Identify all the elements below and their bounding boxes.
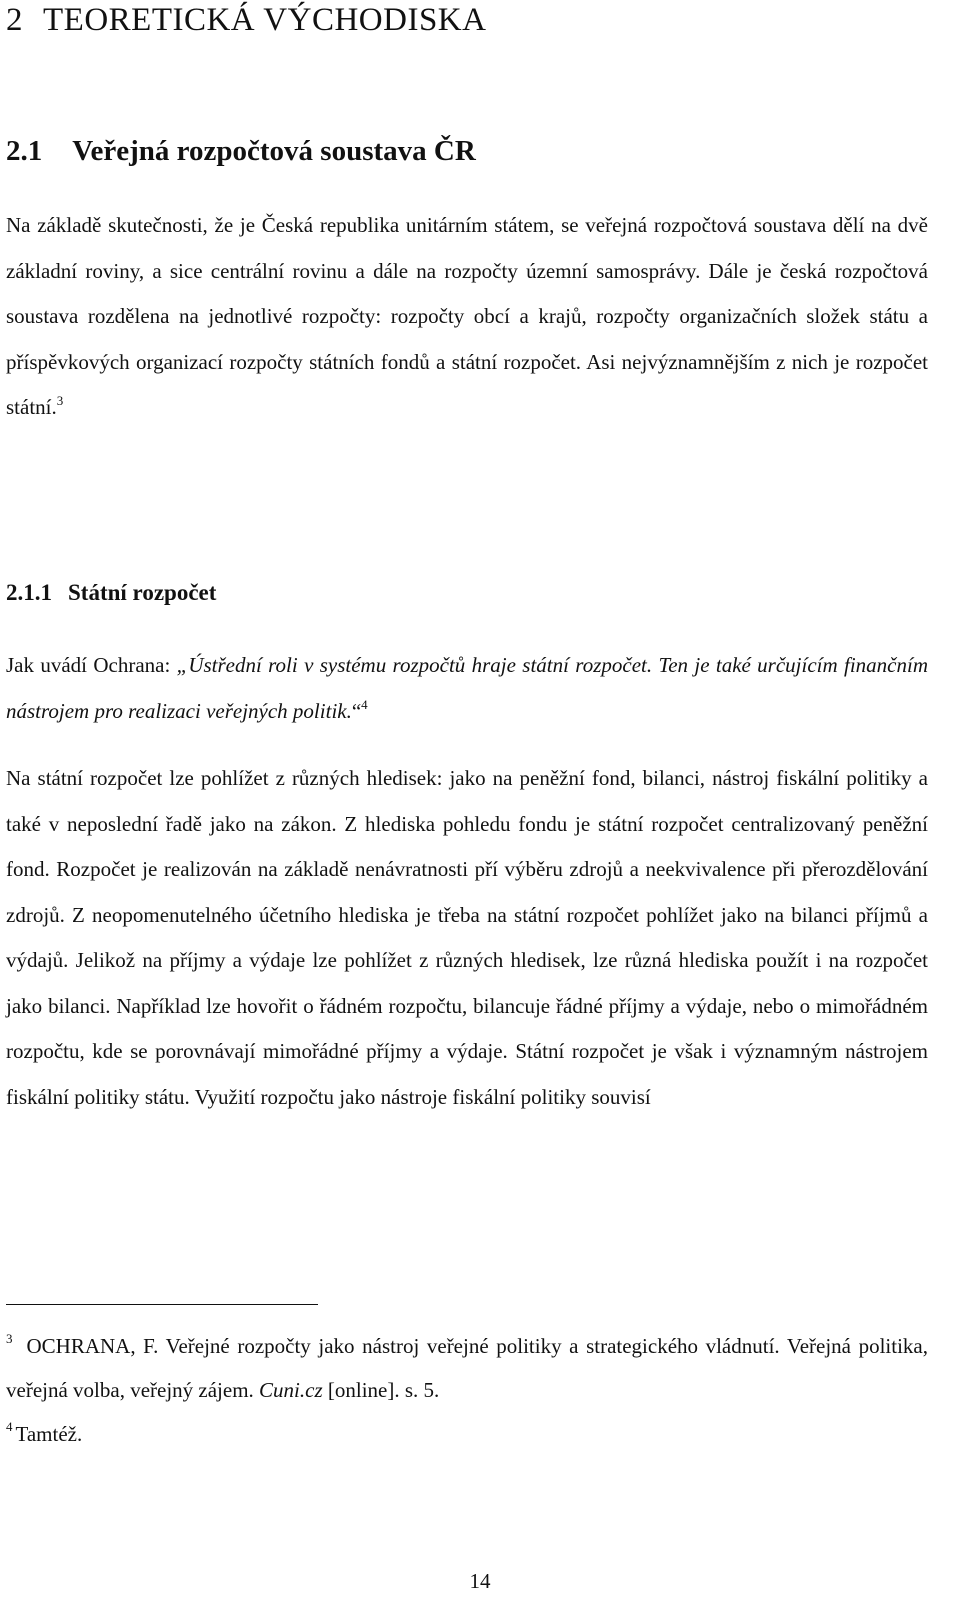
section-heading	[6, 133, 476, 169]
footnote-text: Tamtéž.	[15, 1422, 83, 1446]
paragraph-text: Na základě skutečnosti, že je Česká republika unitárním státem, se veřejná rozpočtová soustava dělí na dvě základní roviny, a sice centrální rovinu a dále na rozpočty územní samosprávy. Dále je česká rozpočtová soustava rozdělena na jednotlivé rozpočty: rozpočty obcí a krajů, rozpočty organizačních složek státu a příspěvkových organizací rozpočty státních fondů a státní rozpočet. Asi nejvýznamnějším z nich je rozpočet státní.	[6, 213, 928, 419]
subsection-heading	[6, 578, 216, 608]
chapter-number: 2	[6, 2, 23, 38]
section-number: 2.1	[6, 135, 43, 167]
footnote-4	[6, 1412, 928, 1456]
footnote-text-end: [online]. s. 5.	[322, 1378, 440, 1402]
footnote-source-name: Cuni.cz	[259, 1378, 323, 1402]
footnote-separator	[6, 1304, 318, 1305]
subsection-title: Státní rozpočet	[68, 580, 217, 605]
chapter-heading	[6, 0, 486, 40]
footnote-reference-3: 3	[56, 393, 64, 408]
quote-lead: Jak uvádí Ochrana:	[6, 653, 177, 677]
page-number: 14	[469, 1569, 491, 1593]
footnote-mark: 3	[6, 1331, 13, 1346]
section-title: Veřejná rozpočtová soustava ČR	[72, 135, 476, 167]
paragraph-state-budget-views: Na státní rozpočet lze pohlížet z různých hledisek: jako na peněžní fond, bilanci, nástroj fiskální politiky a také v neposlední řadě jako na zákon. Z hlediska pohledu fondu je státní rozpočet centralizovaný peněžní fond. Rozpočet je realizován na základě nenávratnosti pří výběru zdrojů a neekvivalence při přerozdělování zdrojů. Z neopomenutelného účetního hlediska je třeba na státní rozpočet pohlížet jako na bilanci příjmů a výdajů. Jelikož na příjmy a výdaje lze pohlížet z různých hledisek, lze různá hlediska použít i na rozpočet jako bilanci. Například lze hovořit o řádném rozpočtu, bilancuje řádné příjmy a výdaje, nebo o mimořádném rozpočtu, kde se porovnávají mimořádné příjmy a výdaje. Státní rozpočet je však i významným nástrojem fiskální politiky státu. Využití rozpočtu jako nástroje fiskální politiky souvisí	[6, 766, 928, 1109]
paragraph-quote	[6, 643, 928, 734]
footnote-mark: 4	[6, 1419, 13, 1434]
subsection-number: 2.1.1	[6, 580, 52, 605]
paragraph-public-budget-system	[6, 203, 928, 431]
footnote-reference-4: 4	[361, 696, 368, 712]
quote-text: „Ústřední roli v systému rozpočtů hraje státní rozpočet. Ten je také určujícím finančním nástrojem pro realizaci veřejných politik.	[6, 653, 928, 723]
footnote-text: OCHRANA, F. Veřejné rozpočty jako nástroj veřejné politiky a strategického vládnutí. Veřejná politika, veřejná volba, veřejný zájem.	[6, 1334, 928, 1402]
footnote-3	[6, 1324, 928, 1412]
quote-closing-mark: “	[351, 698, 362, 723]
chapter-title: TEORETICKÁ VÝCHODISKA	[43, 2, 487, 38]
